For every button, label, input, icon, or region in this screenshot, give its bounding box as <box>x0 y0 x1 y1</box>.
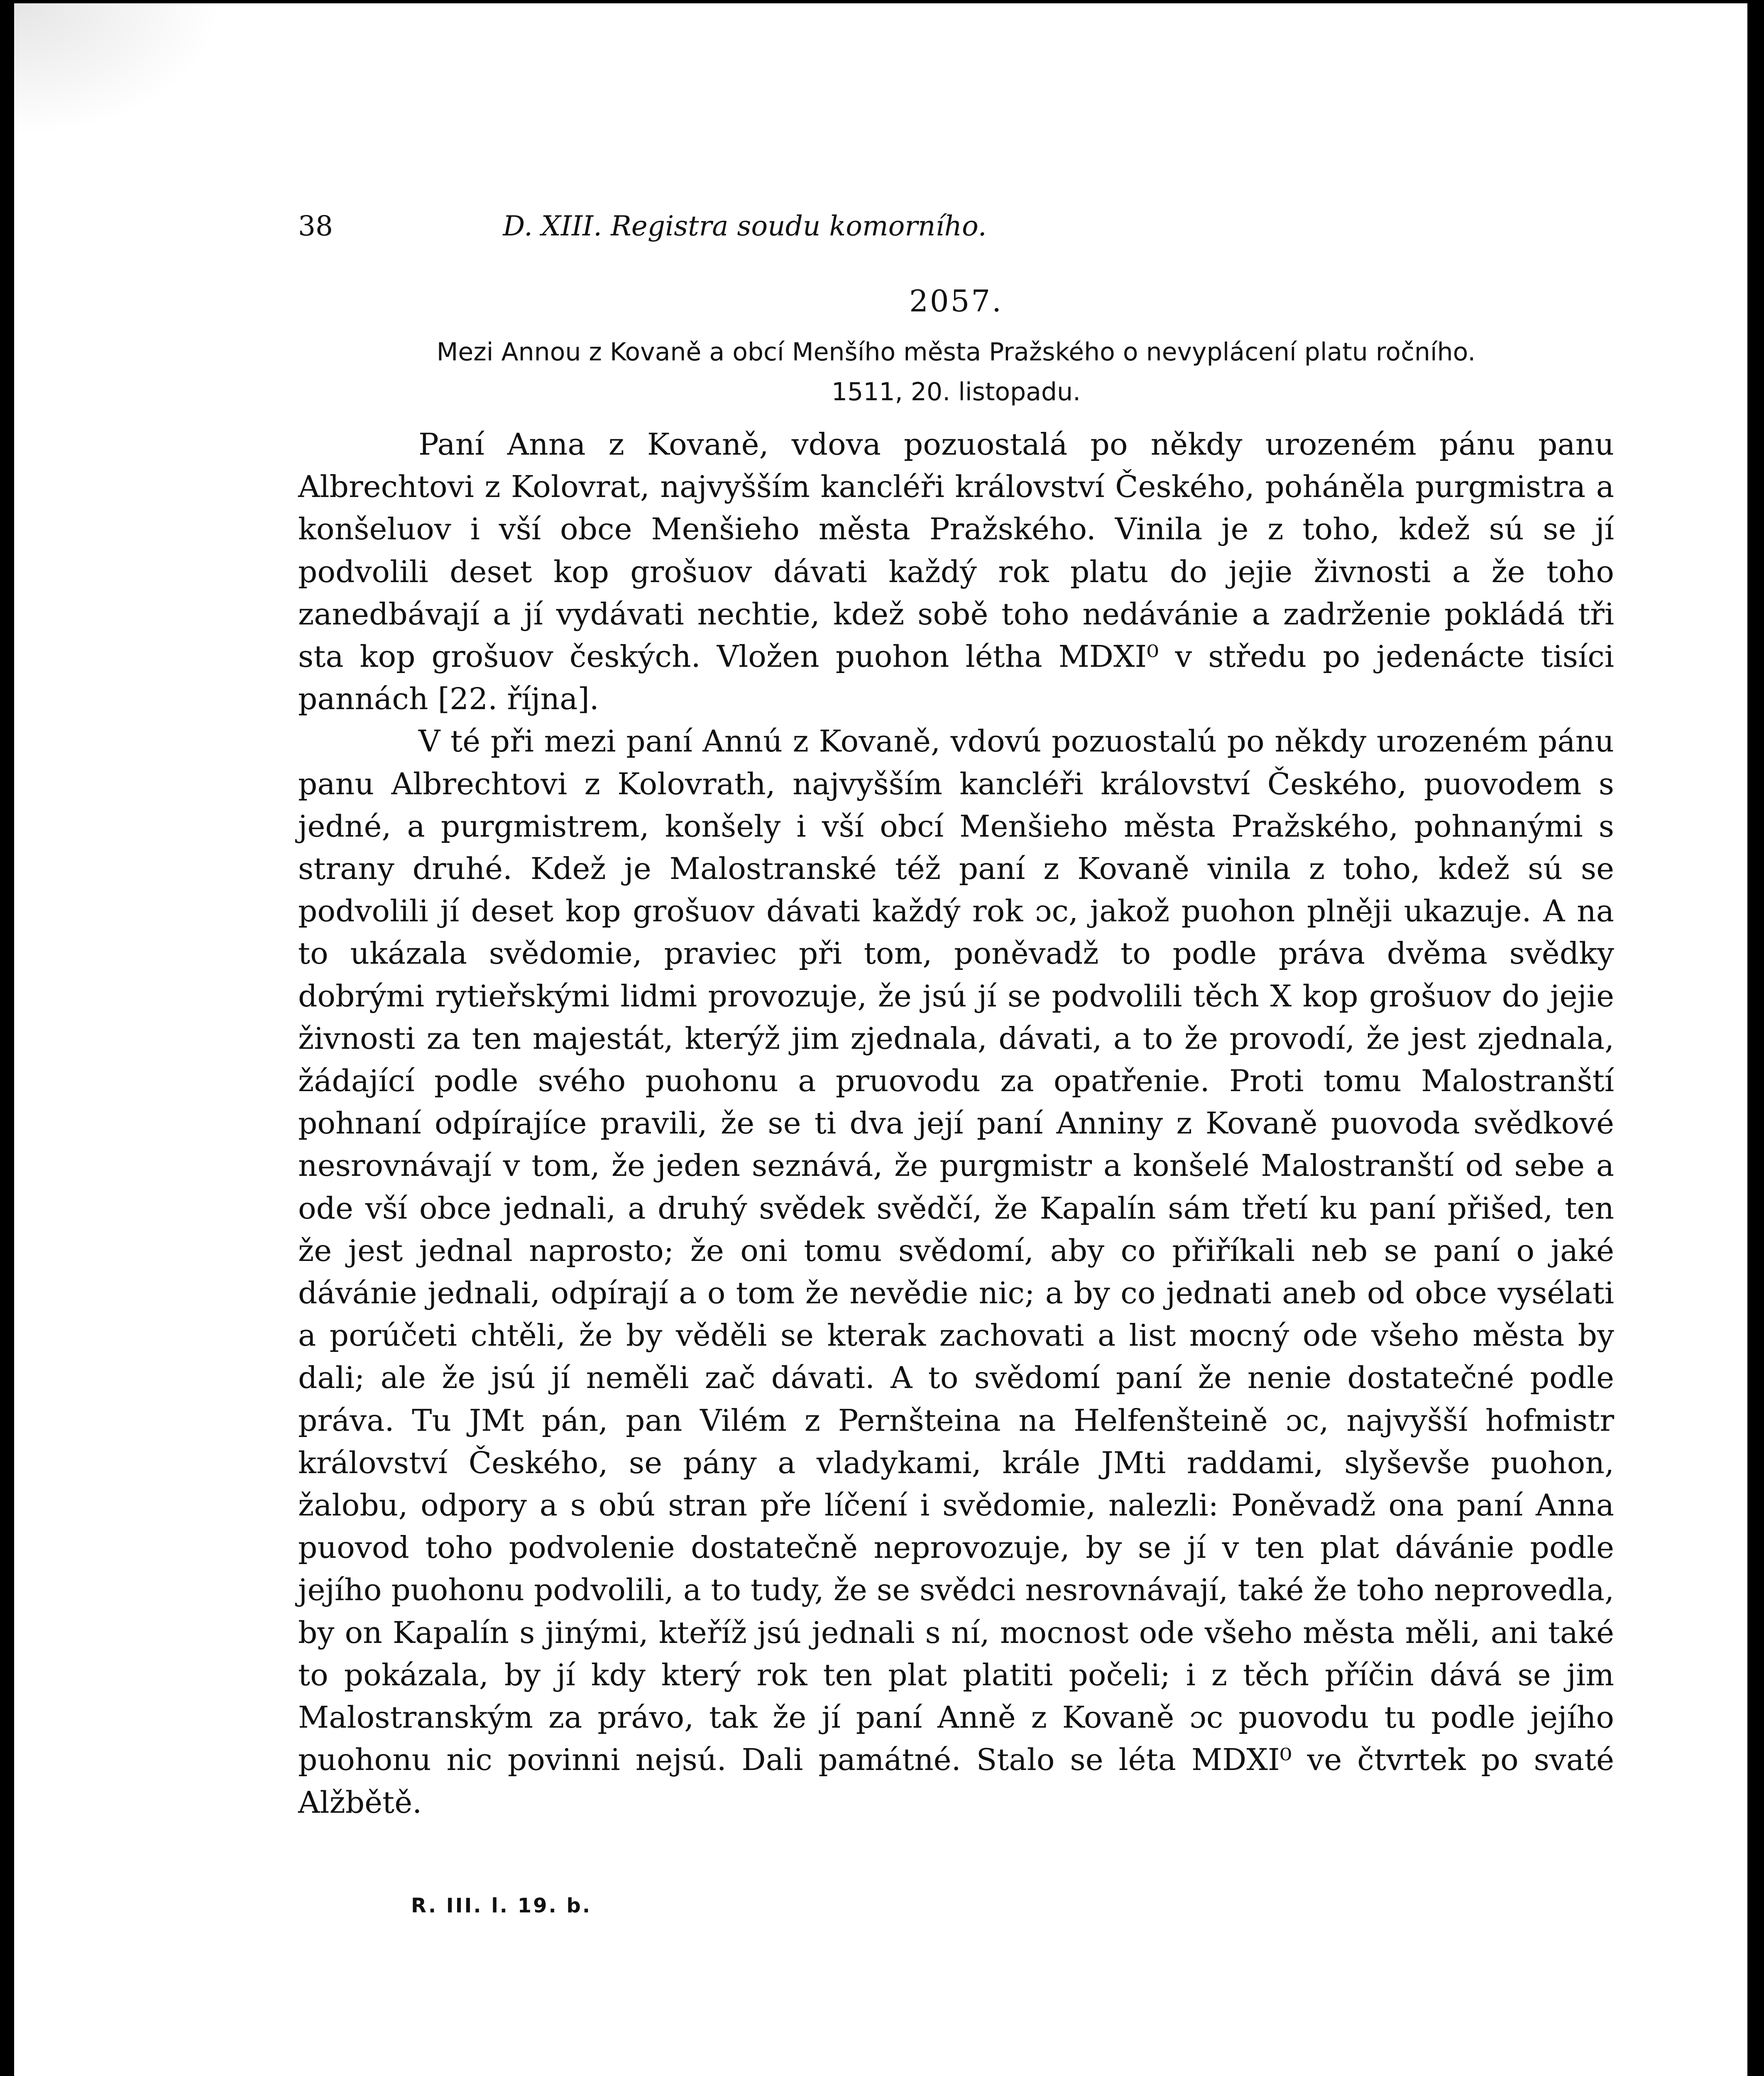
paragraph-judgment: V té při mezi paní Annú z Kovaně, vdovú pozuostalú po někdy urozeném pánu panu Albrechtovi z Kolovrath, najvyšším kancléři království Českého, puovodem s jedné, a purgmistrem, konšely i vší obcí Menšieho města Pražského, pohnanými s strany druhé. Kdež je Malostranské též paní z Kovaně vinila z toho, kdež sú se podvolili jí deset kop grošuov dávati každý rok ɔc, jakož puohon plněji ukazuje. A na to ukázala svědomie, praviec při tom, poněvadž to podle práva dvěma svědky dobrými rytieřskými lidmi provozuje, že jsú jí se podvolili těch X kop grošuov do jejie živnosti za ten majestát, kterýž jim zjednala, dávati, a to že provodí, že jest zjednala, žádající podle svého puohonu a pruovodu za opatřenie. Proti tomu Malostranští pohnaní odpírajíce pravili, že se ti dva její paní Anniny z Kovaně puovoda svědkové nesrovnávají v tom, že jeden seznává, že purgmistr a konšelé Malostranští od sebe a ode vší obce jednali, a druhý svědek svědčí, že Kapalín sám třetí ku paní přišed, ten že jest jednal naprosto; že oni tomu svědomí, aby co přiříkali neb se paní o jaké dávánie jednali, odpírají a o tom že nevědie nic; a by co jednati aneb od obce vysélati a porúčeti chtěli, že by věděli se kterak zachovati a list mocný ode všeho města by dali; ale že jsú jí neměli zač dávati. A to svědomí paní že nenie dostatečné podle práva. Tu JMt pán, pan Vilém z Pernšteina na Helfenšteině ɔc, najvyšší hofmistr království Českého, se pány a vladykami, krále JMti raddami, slyševše puohon, žalobu, odpory a s obú stran pře líčení i svědomie, nalezli: Poněvadž ona paní Anna puovod toho podvolenie dostatečně neprovozuje, by se jí v ten plat dávánie podle jejího puohonu podvolili, a to tudy, že se svědci nesrovnávají, také že toho neprovedla, by on Kapalín s jinými, kteříž jsú jednali s ní, mocnost ode všeho města měli, ani také to pokázala, by jí kdy který rok ten plat platiti počeli; i z těch příčin dává se jim Malostranským za právo, tak že jí paní Anně z Kovaně ɔc puovodu tu podle jejího puohonu nic povinni nejsú. Dali památné. Stalo se léta MDXI⁰ ve čtvrtek po svaté Alžbětě. <box>298 724 1614 1820</box>
paragraph-summons: Paní Anna z Kovaně, vdova pozuostalá po někdy urozeném pánu panu Albrechtovi z Kolovrat, najvyšším kancléři království Českého, poháněla purgmistra a konšeluov i vší obce Menšieho města Pražského. Vinila je z toho, kdež sú se jí podvolili deset kop grošuov dávati každý rok platu do jejie živnosti a že toho zanedbávají a jí vydávati nechtie, kdež sobě toho nedávánie a zadrženie pokládá tři sta kop grošuov českých. Vložen puohon létha MDXI⁰ v středu po jedenácte tisíci pannách [22. října]. <box>298 427 1614 717</box>
source-reference: R. III. l. 19. b. <box>411 1894 592 1917</box>
running-title: D. XIII. Registra soudu komorního. <box>503 210 987 242</box>
page-number: 38 <box>298 210 333 242</box>
summary-title: Mezi Annou z Kovaně a obcí Menšího města Pražského o nevyplácení platu ročního. <box>436 338 1476 367</box>
running-head <box>298 208 1191 245</box>
scan-shadow <box>14 3 222 136</box>
scan-border-top <box>0 0 1764 3</box>
scan-border-right <box>1747 0 1764 2076</box>
document-number: 2057. <box>909 284 1003 318</box>
summary-date: 1511, 20. listopadu. <box>831 377 1081 406</box>
scan-border-left <box>0 0 14 2076</box>
document-summary <box>298 332 1614 412</box>
document-body <box>298 424 1614 1824</box>
